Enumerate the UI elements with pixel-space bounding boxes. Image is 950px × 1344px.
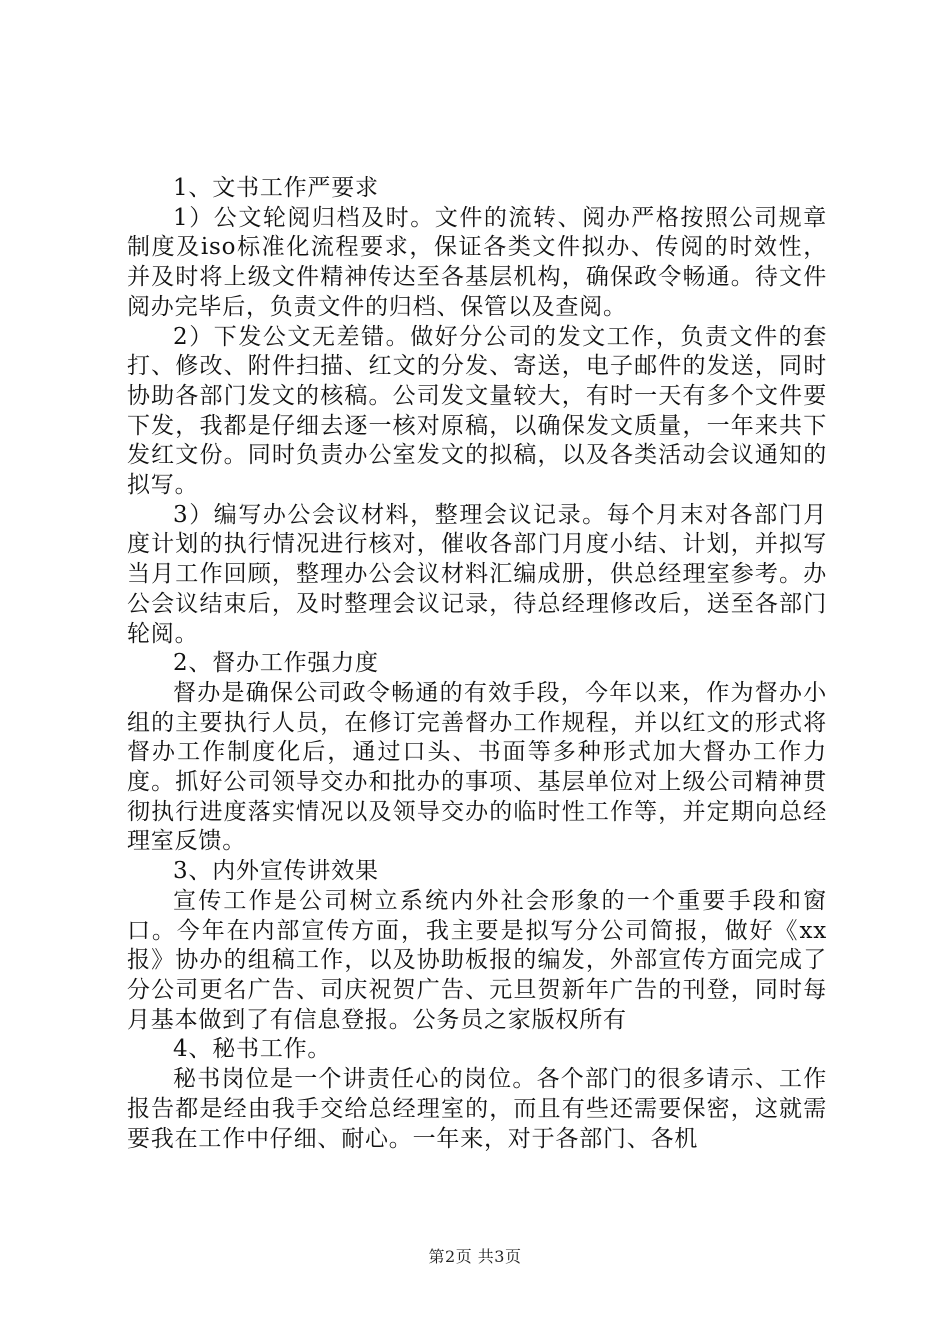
paragraph-4: 秘书岗位是一个讲责任心的岗位。各个部门的很多请示、工作报告都是经由我手交给总经理室的，而且有些还需要保密，这就需要我在工作中仔细、耐心。一年来，对于各部门、各机 (127, 1066, 827, 1152)
paragraph-1-2: 2）下发公文无差错。做好分公司的发文工作，负责文件的套打、修改、附件扫描、红文的分发、寄送，电子邮件的发送，同时协助各部门发文的核稿。公司发文量较大，有时一天有多个文件要下发，我都是仔细去逐一核对原稿，以确保发文质量，一年来共下发红文份。同时负责办公室发文的拟稿，以及各类活动会议通知的拟写。 (127, 323, 827, 499)
paragraph-1-1: 1）公文轮阅归档及时。文件的流转、阅办严格按照公司规章制度及iso标准化流程要求，保证各类文件拟办、传阅的时效性，并及时将上级文件精神传达至各基层机构，确保政令畅通。待文件阅办完毕后，负责文件的归档、保管以及查阅。 (127, 204, 827, 320)
document-body (127, 174, 827, 1154)
paragraph-1-3: 3）编写办公会议材料，整理会议记录。每个月末对各部门月度计划的执行情况进行核对，催收各部门月度小结、计划，并拟写当月工作回顾，整理办公会议材料汇编成册，供总经理室参考。办公会议结束后，及时整理会议记录，待总经理修改后，送至各部门轮阅。 (127, 501, 827, 647)
section-heading-4: 4、秘书工作。 (173, 1036, 332, 1063)
section-heading-3: 3、内外宣传讲效果 (173, 858, 379, 885)
page-footer: 第2页 共3页 (428, 1247, 522, 1266)
paragraph-3: 宣传工作是公司树立系统内外社会形象的一个重要手段和窗口。今年在内部宣传方面，我主要是拟写分公司简报，做好《xx报》协办的组稿工作，以及协助板报的编发，外部宣传方面完成了分公司更名广告、司庆祝贺广告、元旦贺新年广告的刊登，同时每月基本做到了有信息登报。公务员之家版权所有 (127, 887, 827, 1033)
section-heading-2: 2、督办工作强力度 (173, 650, 379, 677)
paragraph-2: 督办是确保公司政令畅通的有效手段，今年以来，作为督办小组的主要执行人员，在修订完善督办工作规程，并以红文的形式将督办工作制度化后，通过口头、书面等多种形式加大督办工作力度。抓好公司领导交办和批办的事项、基层单位对上级公司精神贯彻执行进度落实情况以及领导交办的临时性工作等，并定期向总经理室反馈。 (127, 679, 827, 855)
section-heading-1: 1、文书工作严要求 (173, 175, 379, 201)
